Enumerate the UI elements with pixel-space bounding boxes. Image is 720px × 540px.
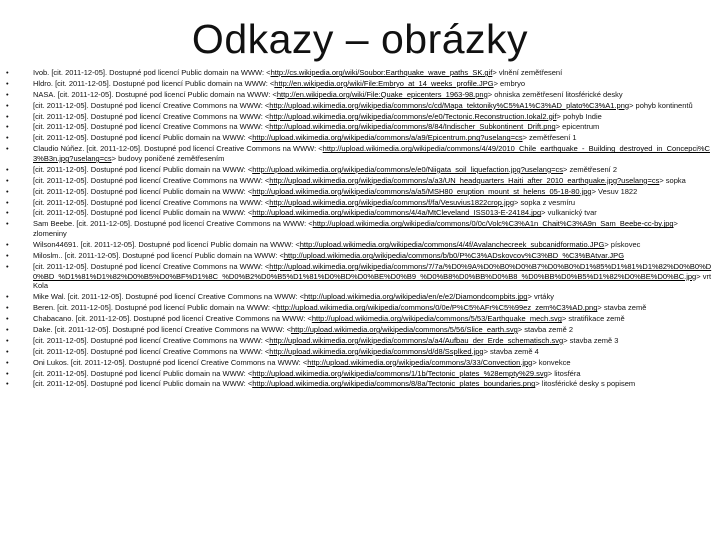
reference-description: > stratifikace země <box>561 314 625 324</box>
reference-text: Mike Wal. [cit. 2011-12-05]. Dostupné pod licencí Creative Commons na WWW: < <box>33 292 305 302</box>
bullet-icon: • <box>6 314 9 324</box>
reference-item <box>6 251 712 261</box>
reference-item <box>6 262 712 291</box>
bullet-icon: • <box>6 89 9 99</box>
reference-text: [cit. 2011-12-05]. Dostupné pod licencí Creative Commons na WWW: < <box>33 175 270 185</box>
reference-description: > vrtáky <box>527 292 554 302</box>
reference-item <box>6 303 712 313</box>
reference-text: [cit. 2011-12-05]. Dostupné pod licencí Creative Commons na WWW: < <box>33 197 270 207</box>
bullet-icon: • <box>6 292 9 302</box>
bullet-icon: • <box>6 68 9 77</box>
reference-link[interactable]: http://upload.wikimedia.org/wikipedia/commons/e/e0/Niigata_soil_liquefaction.jpg?uselang=cs <box>252 164 564 174</box>
reference-description: > sopka <box>659 175 686 185</box>
reference-description: > epicentrum <box>555 122 600 132</box>
reference-link[interactable]: http://upload.wikimedia.org/wikipedia/commons/8/84/Indischer_Subkontinent_Drift.png <box>269 122 556 132</box>
slide-title: Odkazy – obrázky <box>191 16 529 62</box>
reference-text: Claudio Núñez. [cit. 2011-12-05]. Dostupné pod licencí Creative Commons na WWW: < <box>33 144 323 154</box>
reference-text: [cit. 2011-12-05]. Dostupné pod licencí Creative Commons na WWW: < <box>33 335 270 345</box>
reference-text: Ivob. [cit. 2011-12-05]. Dostupné pod licencí Public domain na WWW: < <box>33 68 271 77</box>
reference-item <box>6 314 712 324</box>
bullet-icon: • <box>6 197 9 207</box>
reference-text: [cit. 2011-12-05]. Dostupné pod licencí Creative Commons na WWW: < <box>33 122 270 132</box>
reference-item <box>6 369 712 379</box>
reference-link[interactable]: http://upload.wikimedia.org/wikipedia/commons/b/b0/P%C3%ADskovcov%C3%BD_%C3%BAtvar.JPG <box>283 250 625 260</box>
bullet-icon: • <box>6 240 9 250</box>
reference-item <box>6 325 712 335</box>
reference-text: [cit. 2011-12-05]. Dostupné pod licencí Creative Commons na WWW: < <box>33 261 270 271</box>
reference-description: > pohyb Indie <box>556 111 602 121</box>
reference-link[interactable]: http://upload.wikimedia.org/wikipedia/commons/a/a3/UN_headquarters_Haiti_after_2010_earthquake.jpg?uselang=cs <box>269 175 660 185</box>
reference-item <box>6 198 712 208</box>
reference-link[interactable]: http://upload.wikimedia.org/wikipedia/commons/f/fa/Vesuvius1822crop.jpg <box>269 197 515 207</box>
reference-link[interactable]: http://upload.wikimedia.org/wikipedia/commons/8/8a/Tectonic_plates_boundaries.png <box>252 379 536 389</box>
reference-description: > stavba země <box>597 303 647 313</box>
reference-link[interactable]: http://cs.wikipedia.org/wiki/Soubor:Earthquake_wave_paths_SK.gif <box>270 68 493 77</box>
reference-description: > litosférické desky s popisem <box>535 379 636 389</box>
bullet-icon: • <box>6 219 9 229</box>
reference-item <box>6 208 712 218</box>
reference-item <box>6 122 712 132</box>
bullet-icon: • <box>6 208 9 218</box>
reference-description: > Vesuv 1822 <box>591 186 638 196</box>
bullet-icon: • <box>6 357 9 367</box>
reference-link[interactable]: http://upload.wikimedia.org/wikipedia/commons/d/d8/Ssplked.jpg <box>269 346 484 356</box>
reference-link[interactable]: http://upload.wikimedia.org/wikipedia/commons/4/49/2010_Chile_earthquake_-_Building_destroyed_in_Concepci%C3%B3n.jpg?uselang=cs <box>33 144 710 164</box>
reference-description: > pohyb kontinentů <box>629 100 693 110</box>
reference-text: [cit. 2011-12-05]. Dostupné pod licencí Public domain na WWW: < <box>33 208 253 218</box>
reference-text: [cit. 2011-12-05]. Dostupné pod licencí Public domain na WWW: < <box>33 368 253 378</box>
reference-description: > embryo <box>493 78 526 88</box>
reference-description: > vlnění zemětřesení <box>492 68 563 77</box>
reference-item <box>6 219 712 239</box>
reference-description: > konvekce <box>532 357 571 367</box>
bullet-icon: • <box>6 346 9 356</box>
bullet-icon: • <box>6 335 9 345</box>
reference-description: > sopka z vesmíru <box>514 197 576 207</box>
reference-item <box>6 165 712 175</box>
bullet-icon: • <box>6 144 9 154</box>
reference-description: > pískovec <box>604 240 641 250</box>
reference-text: [cit. 2011-12-05]. Dostupné pod licencí Creative Commons na WWW: < <box>33 111 270 121</box>
reference-item <box>6 347 712 357</box>
bullet-icon: • <box>6 111 9 121</box>
reference-description: > zlomeniny <box>33 219 678 239</box>
reference-link[interactable]: http://upload.wikimedia.org/wikipedia/commons/a/a4/Aufbau_der_Erde_schematisch.svg <box>269 335 564 345</box>
bullet-icon: • <box>6 133 9 143</box>
reference-item <box>6 187 712 197</box>
bullet-icon: • <box>6 250 9 260</box>
reference-description: > stavba země 4 <box>483 346 539 356</box>
bullet-icon: • <box>6 303 9 313</box>
reference-text: [cit. 2011-12-05]. Dostupné pod licencí Public domain na WWW: < <box>33 164 253 174</box>
reference-description: > ohniska zemětřesení litosférické desky <box>487 89 623 99</box>
reference-item <box>6 240 712 250</box>
reference-link[interactable]: http://upload.wikimedia.org/wikipedia/commons/5/53/Earthquake_mech.svg <box>311 314 562 324</box>
reference-link[interactable]: http://upload.wikimedia.org/wikipedia/en/e/e2/Diamondcompbits.jpg <box>304 292 528 302</box>
reference-text: [cit. 2011-12-05]. Dostupné pod licencí Public domain na WWW: < <box>33 186 253 196</box>
reference-text: Sam Beebe. [cit. 2011-12-05]. Dostupné pod licencí Creative Commons na WWW: < <box>33 219 313 229</box>
reference-link[interactable]: http://upload.wikimedia.org/wikipedia/commons/0/0c/Volc%C3%A1n_Chait%C3%A9n_Sam_Beebe-cc-by.jpg <box>312 219 674 229</box>
reference-link[interactable]: http://upload.wikimedia.org/wikipedia/commons/c/cd/Mapa_tektoniky%C5%A1%C3%AD_plato%C3%A1.png <box>269 100 630 110</box>
bullet-icon: • <box>6 175 9 185</box>
reference-item <box>6 379 712 389</box>
bullet-icon: • <box>6 186 9 196</box>
reference-text: Beren. [cit. 2011-12-05]. Dostupné pod licencí Public domain na WWW: < <box>33 303 277 313</box>
reference-description: > zemětřesení 2 <box>563 164 618 174</box>
reference-link[interactable]: http://upload.wikimedia.org/wikipedia/commons/a/a9/Epicentrum.png?uselang=cs <box>252 133 523 143</box>
reference-link[interactable]: http://upload.wikimedia.org/wikipedia/commons/0/0e/P%C5%AFr%C5%99ez_zem%C3%AD.png <box>276 303 598 313</box>
reference-link[interactable]: http://upload.wikimedia.org/wikipedia/commons/e/e0/Tectonic.Reconstruction.Iokal2.gif <box>269 111 557 121</box>
reference-item <box>6 90 712 100</box>
reference-text: NASA. [cit. 2011-12-05]. Dostupné pod licencí Public domain na WWW: < <box>33 89 277 99</box>
reference-item <box>6 79 712 89</box>
reference-text: Oni Lukos. [cit. 2011-12-05]. Dostupné pod licencí Creative Commons na WWW: < <box>33 357 308 367</box>
bullet-icon: • <box>6 379 9 389</box>
reference-text: [cit. 2011-12-05]. Dostupné pod licencí Creative Commons na WWW: < <box>33 100 270 110</box>
reference-text: Hldro. [cit. 2011-12-05]. Dostupné pod licencí Public domain na WWW: < <box>33 78 275 88</box>
bullet-icon: • <box>6 368 9 378</box>
reference-description: > zemětřesení 1 <box>522 133 577 143</box>
reference-item <box>6 101 712 111</box>
reference-text: [cit. 2011-12-05]. Dostupné pod licencí Creative Commons na WWW: < <box>33 346 270 356</box>
bullet-icon: • <box>6 78 9 88</box>
reference-description: > vrt Kola <box>33 271 712 291</box>
reference-item <box>6 133 712 143</box>
reference-link[interactable]: http://upload.wikimedia.org/wikipedia/commons/4/4a/MtCleveland_ISS013-E-24184.jpg <box>252 208 542 218</box>
reference-link[interactable]: http://upload.wikimedia.org/wikipedia/commons/1/1b/Tectonic_plates_%28empty%29.svg <box>252 368 548 378</box>
reference-text: [cit. 2011-12-05]. Dostupné pod licencí Public domain na WWW: < <box>33 379 253 389</box>
reference-link[interactable]: http://upload.wikimedia.org/wikipedia/commons/4/4f/Avalanchecreek_subcanidformatio.JPG <box>299 240 605 250</box>
reference-list <box>6 68 712 390</box>
reference-description: > litosféra <box>547 368 581 378</box>
reference-text: Dake. [cit. 2011-12-05]. Dostupné pod licencí Creative Commons na WWW: < <box>33 325 291 334</box>
reference-link[interactable]: http://upload.wikimedia.org/wikipedia/commons/7/7a/%D0%9A%D0%B0%D0%B7%D0%B0%D1%85%D1%81%D1%82%D0%B0%D0%BD_%D1%81%D1%82%D0%B5%D0%BF%D1%8C_%D0%B2%D0%B5%D1%81%D0%BD%D0%BE%D0%B9_%D0%B8%D0%BB%D0%B8_%D0%BB%D0%B5%D1%82%D0%BE%D0%BC.jpg <box>33 261 712 281</box>
reference-item <box>6 176 712 186</box>
bullet-icon: • <box>6 100 9 110</box>
reference-description: > budovy poničené zemětřesením <box>111 154 225 164</box>
reference-text: Wilson44691. [cit. 2011-12-05]. Dostupné pod licencí Public domain na WWW: < <box>33 240 300 250</box>
bullet-icon: • <box>6 122 9 132</box>
reference-text: Chabacano. [cit. 2011-12-05]. Dostupné pod licencí Creative Commons na WWW: < <box>33 314 312 324</box>
reference-link[interactable]: http://upload.wikimedia.org/wikipedia/commons/a/a5/MSH80_eruption_mount_st_helens_05-18-80.jpg <box>252 186 592 196</box>
bullet-icon: • <box>6 164 9 174</box>
reference-link[interactable]: http://upload.wikimedia.org/wikipedia/commons/5/56/Slice_earth.svg <box>290 325 518 334</box>
reference-item <box>6 292 712 302</box>
bullet-icon: • <box>6 261 9 271</box>
reference-text: [cit. 2011-12-05]. Dostupné pod licencí Public domain na WWW: < <box>33 133 253 143</box>
reference-description: > stavba země 3 <box>563 335 619 345</box>
reference-link[interactable]: http://en.wikipedia.org/wiki/File:Quake_epicenters_1963-98.png <box>276 89 488 99</box>
reference-item <box>6 144 712 164</box>
reference-item <box>6 68 712 78</box>
reference-link[interactable]: http://upload.wikimedia.org/wikipedia/commons/3/33/Convection.jpg <box>307 357 533 367</box>
reference-text: Miloslm.. [cit. 2011-12-05]. Dostupné pod licencí Public domain na WWW: < <box>33 250 284 260</box>
reference-item <box>6 358 712 368</box>
reference-description: > stavba země 2 <box>517 325 574 334</box>
reference-item <box>6 112 712 122</box>
reference-description: > vulkanický tvar <box>541 208 597 218</box>
reference-link[interactable]: http://en.wikipedia.org/wiki/File:Embryo_at_14_weeks_profile.JPG <box>274 78 494 88</box>
reference-item <box>6 336 712 346</box>
bullet-icon: • <box>6 325 9 334</box>
